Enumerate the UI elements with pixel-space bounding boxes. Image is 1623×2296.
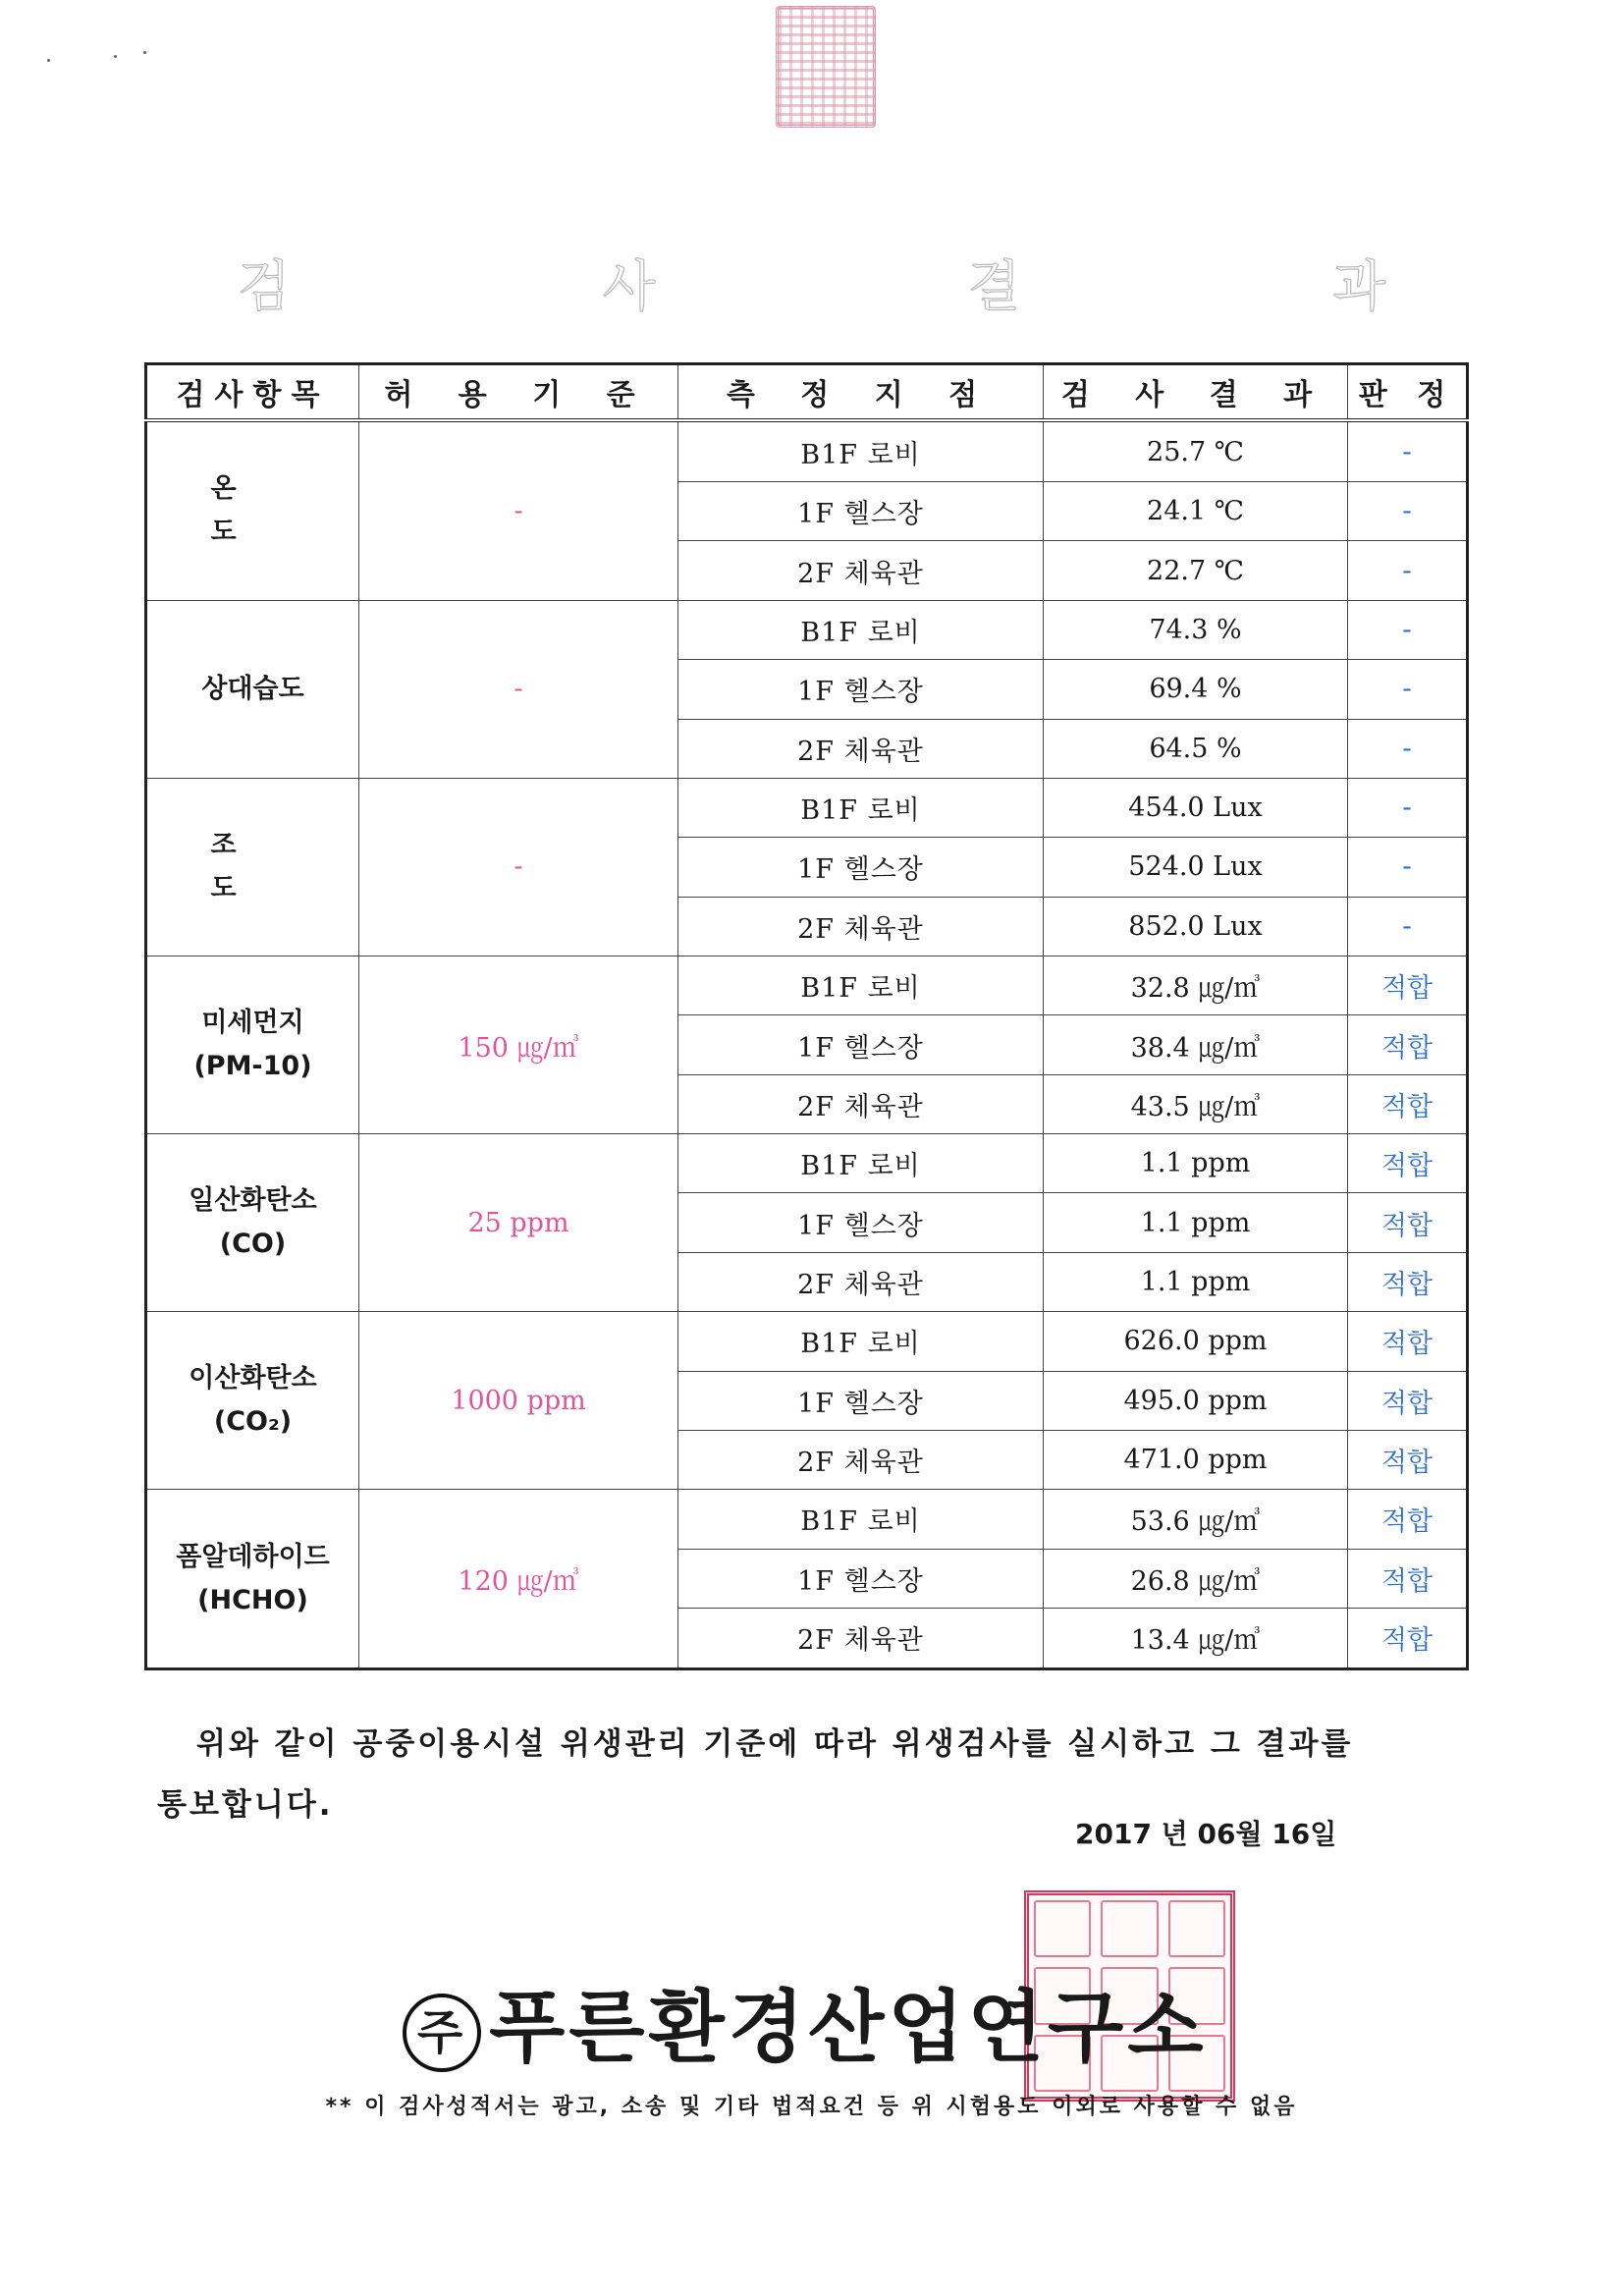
item-formula: (CO) (219, 1229, 287, 1260)
item-name: 조 도 (210, 829, 296, 903)
table-row (146, 1134, 1468, 1193)
judgment-cell: 적합 (1348, 1252, 1468, 1311)
result-cell: 69.4 % (1044, 660, 1348, 719)
result-cell: 1.1 ppm (1044, 1252, 1348, 1311)
judgment-cell: - (1348, 541, 1468, 600)
location-cell: 2F 체육관 (678, 1074, 1044, 1133)
location-cell: B1F 로비 (678, 600, 1044, 659)
result-cell: 495.0 ppm (1044, 1371, 1348, 1430)
page-title: 검 사 결 과 (237, 255, 1534, 319)
item-name-cell (146, 957, 359, 1134)
judgment-cell: 적합 (1348, 1490, 1468, 1549)
judgment-cell: - (1348, 838, 1468, 897)
location-cell: B1F 로비 (678, 1312, 1044, 1371)
table-row (146, 957, 1468, 1015)
table-header (146, 364, 1468, 421)
standard-cell: 25 ppm (359, 1134, 678, 1312)
judgment-cell: - (1348, 660, 1468, 719)
result-cell: 1.1 ppm (1044, 1134, 1348, 1193)
item-formula: (HCHO) (197, 1584, 308, 1615)
result-cell: 38.4 ㎍/㎥ (1044, 1015, 1348, 1074)
scan-specks (47, 47, 155, 67)
judgment-cell: 적합 (1348, 1371, 1468, 1430)
company-prefix-mark: 주 (403, 1994, 481, 2072)
standard-cell: - (359, 778, 678, 956)
issue-date: 2017 년 06월 16일 (1075, 1818, 1337, 1850)
judgment-cell: 적합 (1348, 1015, 1468, 1074)
judgment-cell: 적합 (1348, 1549, 1468, 1608)
judgment-cell: - (1348, 600, 1468, 659)
table-row (146, 600, 1468, 659)
item-name-cell (146, 600, 359, 778)
location-cell: B1F 로비 (678, 420, 1044, 482)
table-row (146, 1490, 1468, 1549)
judgment-cell: 적합 (1348, 1608, 1468, 1668)
standard-cell: 1000 ppm (359, 1312, 678, 1490)
result-cell: 64.5 % (1044, 719, 1348, 778)
inspection-results-table (144, 362, 1469, 1670)
result-cell: 43.5 ㎍/㎥ (1044, 1074, 1348, 1133)
judgment-cell: - (1348, 420, 1468, 482)
header-standard: 허 용 기 준 (359, 364, 678, 421)
standard-cell: 150 ㎍/㎥ (359, 957, 678, 1134)
header-judgment: 판 정 (1348, 364, 1468, 421)
standard-cell: - (359, 420, 678, 600)
result-cell: 471.0 ppm (1044, 1430, 1348, 1489)
location-cell: 1F 헬스장 (678, 482, 1044, 541)
item-name: 온 도 (210, 473, 296, 548)
header-location: 측 정 지 점 (678, 364, 1044, 421)
footer-note: ** 이 검사성적서는 광고, 소송 및 기타 법적요건 등 위 시험용도 이외로 사용할 수 없음 (325, 2095, 1298, 2119)
location-cell: 1F 헬스장 (678, 1015, 1044, 1074)
company-name (403, 1964, 1208, 2077)
top-seal-stamp (776, 6, 876, 128)
result-cell: 26.8 ㎍/㎥ (1044, 1549, 1348, 1608)
location-cell: 2F 체육관 (678, 1430, 1044, 1489)
standard-cell: 120 ㎍/㎥ (359, 1490, 678, 1669)
item-name: 일산화탄소 (189, 1185, 317, 1217)
item-name-cell (146, 1134, 359, 1312)
table-row (146, 420, 1468, 482)
location-cell: 2F 체육관 (678, 719, 1044, 778)
item-name: 폼알데하이드 (176, 1541, 330, 1572)
location-cell: 2F 체육관 (678, 541, 1044, 600)
header-item: 검사항목 (146, 364, 359, 421)
judgment-cell: 적합 (1348, 1134, 1468, 1193)
judgment-cell: - (1348, 897, 1468, 956)
location-cell: 2F 체육관 (678, 897, 1044, 956)
item-name: 이산화탄소 (189, 1363, 317, 1394)
location-cell: 1F 헬스장 (678, 1549, 1044, 1608)
judgment-cell: - (1348, 719, 1468, 778)
item-name-cell (146, 778, 359, 956)
result-cell: 24.1 ℃ (1044, 482, 1348, 541)
location-cell: 1F 헬스장 (678, 1193, 1044, 1252)
result-cell: 74.3 % (1044, 600, 1348, 659)
location-cell: 1F 헬스장 (678, 838, 1044, 897)
company-name-text: 푸른환경산업연구소 (489, 1982, 1208, 2073)
item-formula: (CO₂) (213, 1406, 293, 1438)
judgment-cell: 적합 (1348, 1193, 1468, 1252)
location-cell: 2F 체육관 (678, 1608, 1044, 1668)
result-cell: 25.7 ℃ (1044, 420, 1348, 482)
standard-cell: - (359, 600, 678, 778)
judgment-cell: 적합 (1348, 1074, 1468, 1133)
notice-line-1: 위와 같이 공중이용시설 위생관리 기준에 따라 위생검사를 실시하고 그 결과를 (196, 1726, 1354, 1762)
location-cell: B1F 로비 (678, 778, 1044, 837)
result-cell: 454.0 Lux (1044, 778, 1348, 837)
judgment-cell: - (1348, 778, 1468, 837)
item-name: 미세먼지 (201, 1008, 304, 1039)
result-cell: 1.1 ppm (1044, 1193, 1348, 1252)
location-cell: 1F 헬스장 (678, 660, 1044, 719)
table-row (146, 778, 1468, 837)
result-cell: 626.0 ppm (1044, 1312, 1348, 1371)
item-name-cell (146, 420, 359, 600)
item-name-cell (146, 1490, 359, 1669)
location-cell: 1F 헬스장 (678, 1371, 1044, 1430)
location-cell: 2F 체육관 (678, 1252, 1044, 1311)
notice-line-2: 통보합니다. (157, 1787, 334, 1823)
header-result: 검 사 결 과 (1044, 364, 1348, 421)
judgment-cell: 적합 (1348, 1312, 1468, 1371)
judgment-cell: 적합 (1348, 957, 1468, 1015)
location-cell: B1F 로비 (678, 957, 1044, 1015)
location-cell: B1F 로비 (678, 1134, 1044, 1193)
table-body (146, 420, 1468, 1669)
judgment-cell: - (1348, 482, 1468, 541)
result-cell: 53.6 ㎍/㎥ (1044, 1490, 1348, 1549)
result-cell: 852.0 Lux (1044, 897, 1348, 956)
result-cell: 22.7 ℃ (1044, 541, 1348, 600)
table-row (146, 1312, 1468, 1371)
item-name-cell (146, 1312, 359, 1490)
result-cell: 32.8 ㎍/㎥ (1044, 957, 1348, 1015)
location-cell: B1F 로비 (678, 1490, 1044, 1549)
result-cell: 13.4 ㎍/㎥ (1044, 1608, 1348, 1668)
result-cell: 524.0 Lux (1044, 838, 1348, 897)
item-name: 상대습도 (201, 673, 304, 704)
judgment-cell: 적합 (1348, 1430, 1468, 1489)
item-formula: (PM-10) (193, 1051, 312, 1082)
